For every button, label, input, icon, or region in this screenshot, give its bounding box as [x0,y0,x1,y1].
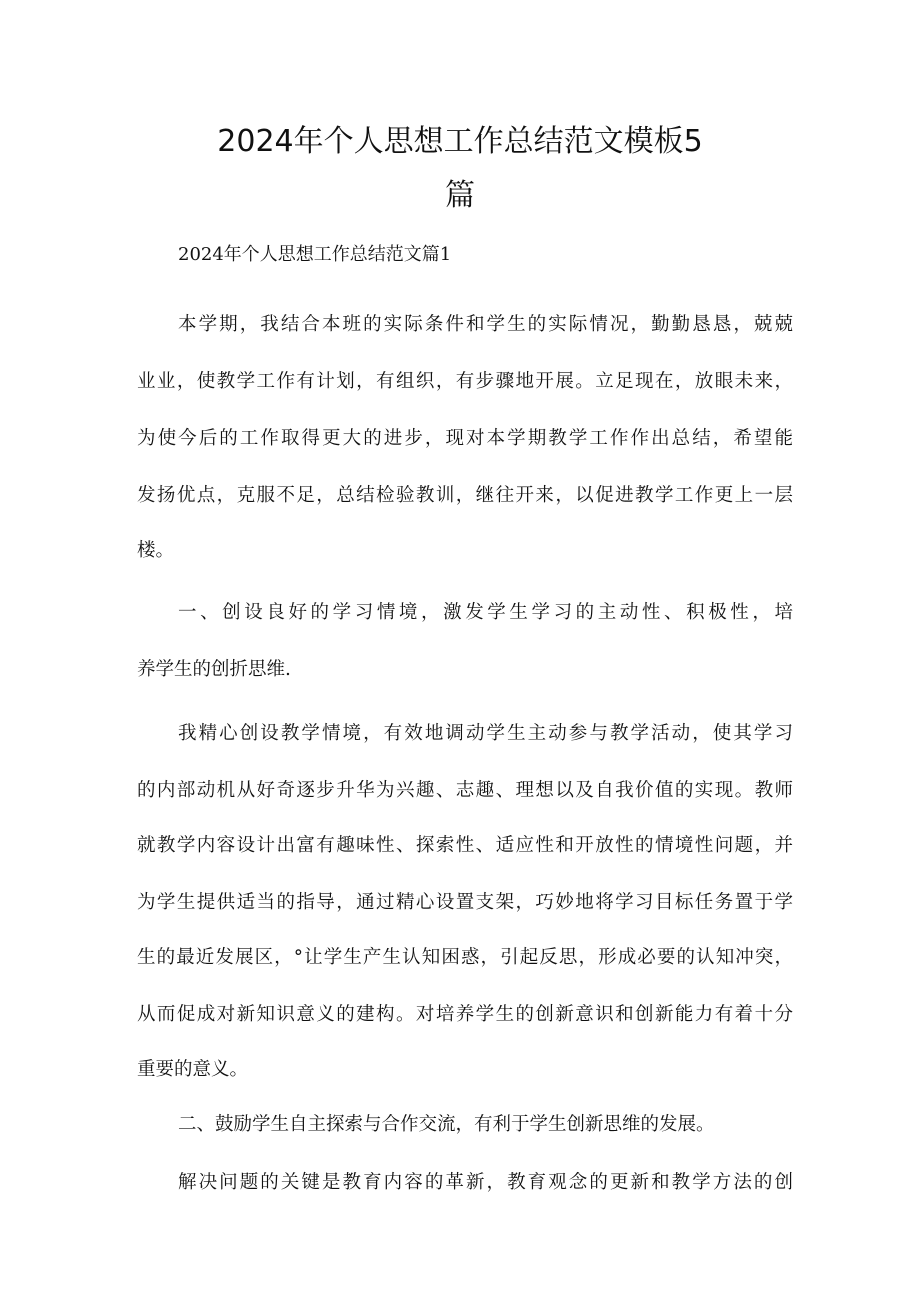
paragraph-line: 就教学内容设计出富有趣味性、探索性、适应性和开放性的情境性问题，并 [137,835,793,856]
document-title-line-2: 篇 [445,178,475,213]
paragraph-line: 解决问题的关键是教育内容的革新，教育观念的更新和教学方法的创 [178,1172,793,1193]
paragraph-line: 本学期，我结合本班的实际条件和学生的实际情况，勤勤恳恳，兢兢 [178,314,793,335]
paragraph-line: 为使今后的工作取得更大的进步，现对本学期教学工作作出总结，希望能 [137,428,793,449]
document-title-line-1: 2024年个人思想工作总结范文模板5 [217,124,703,159]
paragraph-line: 我精心创设教学情境，有效地调动学生主动参与教学活动，使其学习 [178,723,793,744]
paragraph-line: 生的最近发展区，°让学生产生认知困惑，引起反思，形成必要的认知冲突， [137,947,793,968]
section-heading: 一、创设良好的学习情境，激发学生学习的主动性、积极性，培 [178,602,793,623]
section-heading: 二、鼓励学生自主探索与合作交流，有利于学生创新思维的发展。 [178,1114,715,1135]
paragraph-line: 从而促成对新知识意义的建构。对培养学生的创新意识和创新能力有着十分 [137,1004,793,1025]
paragraph-line: 重要的意义。 [137,1059,249,1080]
section-subtitle: 2024年个人思想工作总结范文篇1 [178,244,452,265]
paragraph-line: 为学生提供适当的指导，通过精心设置支架，巧妙地将学习目标任务置于学 [137,892,793,913]
paragraph-line: 发扬优点，克服不足，总结检验教训，继往开来，以促进教学工作更上一层 [137,485,793,506]
paragraph-line: 楼。 [137,540,175,561]
paragraph-line: 业业，使教学工作有计划，有组织，有步骤地开展。立足现在，放眼未来， [137,371,793,392]
section-heading-continued: 养学生的创折思维. [137,659,291,680]
paragraph-line: 的内部动机从好奇逐步升华为兴趣、志趣、理想以及自我价值的实现。教师 [137,780,793,801]
